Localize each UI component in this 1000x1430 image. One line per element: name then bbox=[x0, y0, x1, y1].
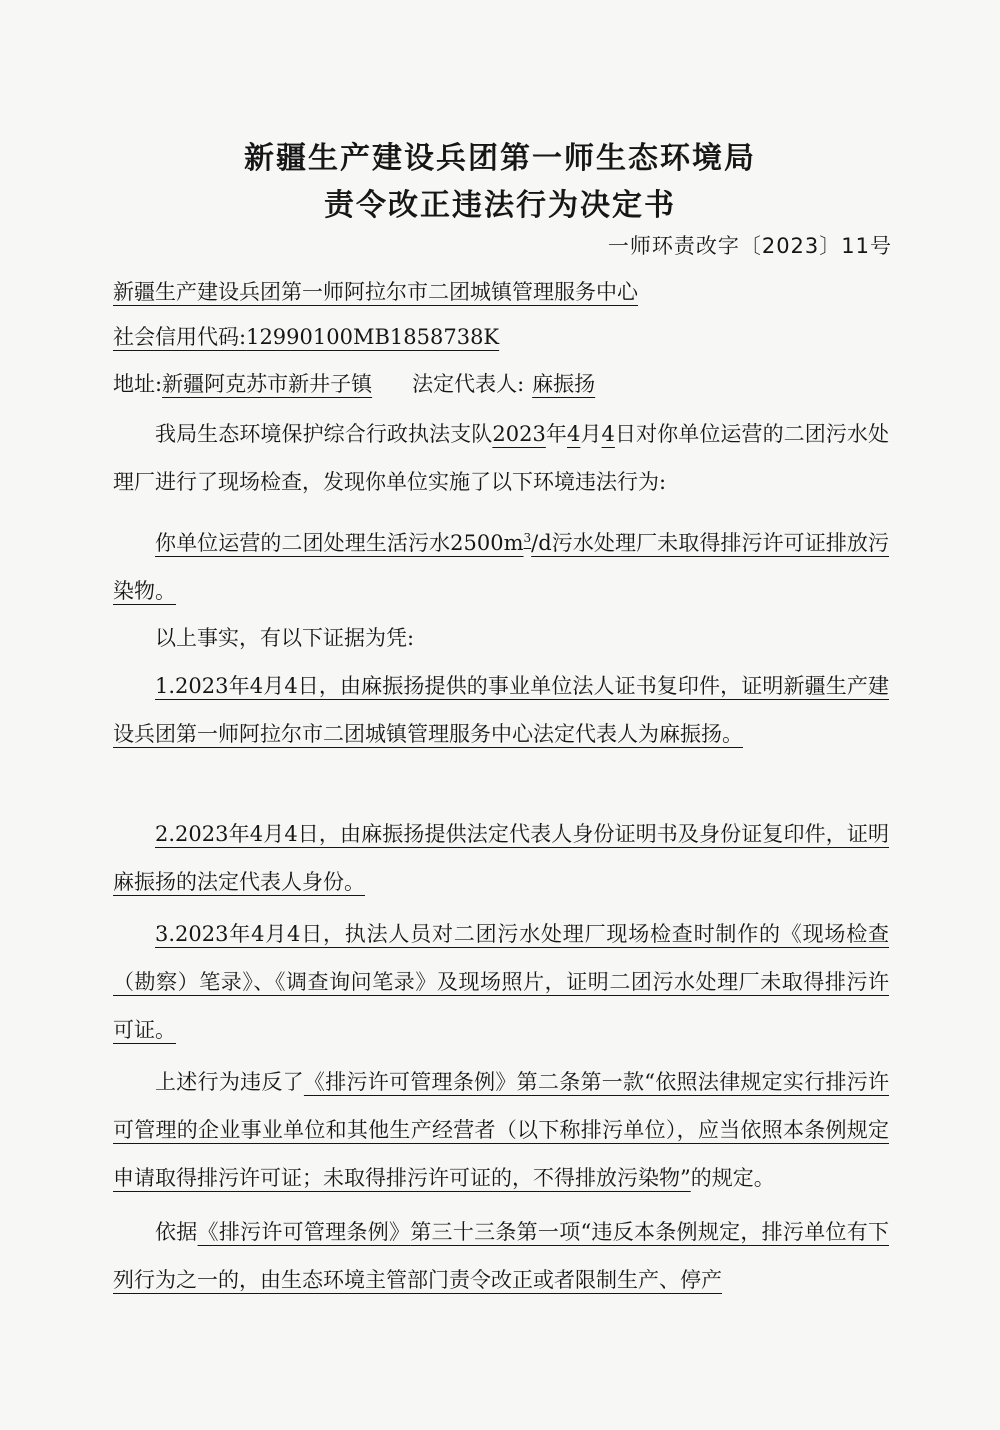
rep-label: 法定代表人: bbox=[412, 372, 525, 396]
penalty-basis-paragraph bbox=[113, 1208, 889, 1304]
penalty-basis-law: 《排污许可管理条例》 bbox=[197, 1220, 411, 1244]
intro-year-unit: 年 bbox=[545, 422, 567, 446]
evidence-item-2-text: 2.2023年4月4日，由麻振扬提供法定代表人身份证明书及身份证复印件，证明麻振扬的法定代表人身份。 bbox=[113, 822, 889, 894]
address-row bbox=[113, 369, 617, 399]
intro-month-unit: 月 bbox=[580, 422, 602, 446]
credit-code-label: 社会信用代码: bbox=[113, 325, 247, 349]
violation-basis-quote: 《排污许可管理条例》第二条第一款“依照法律规定实行排污许可管理的企业事业单位和其他生产经营者（以下称排污单位），应当依照本条例规定申请取得排污许可证；未取得排污许可证的，不得排放污染物” bbox=[113, 1070, 890, 1190]
violation-basis-paragraph bbox=[113, 1058, 889, 1202]
party-name: 新疆生产建设兵团第一师阿拉尔市二团城镇管理服务中心 bbox=[113, 280, 638, 304]
violation-text-1: 你单位运营的二团处理生活污水2500m bbox=[155, 531, 524, 555]
violation-unit-sup: 3 bbox=[523, 531, 532, 545]
evidence-item-1 bbox=[113, 662, 889, 758]
intro-month: 4 bbox=[566, 422, 581, 446]
violation-basis-tail: 的规定。 bbox=[690, 1166, 775, 1190]
credit-code-value: 12990100MB1858738K bbox=[246, 325, 500, 349]
evidence-item-3-text: 3.2023年4月4日，执法人员对二团污水处理厂现场检查时制作的《现场检查（勘察）笔录》、《调查询问笔录》及现场照片，证明二团污水处理厂未取得排污许可证。 bbox=[113, 922, 889, 1042]
document-number: 一师环责改字〔2023〕11号 bbox=[607, 234, 892, 258]
violation-text-2: /d污水处理厂未取得排污许可证排放污染物。 bbox=[113, 531, 889, 603]
evidence-item-3 bbox=[113, 910, 889, 1054]
evidence-intro: 以上事实，有以下证据为凭: bbox=[155, 626, 415, 650]
violation-basis-lead: 上述行为违反了 bbox=[155, 1070, 304, 1094]
intro-day: 4 bbox=[601, 422, 615, 446]
penalty-basis-rest: 第三十三条第一项“违反本条例规定，排污单位有下列行为之一的，由生态环境主管部门责令改正或者限制生产、停产 bbox=[113, 1220, 890, 1292]
rep-value: 麻振扬 bbox=[532, 372, 596, 396]
evidence-item-2 bbox=[113, 810, 889, 906]
document-title-line1: 新疆生产建设兵团第一师生态环境局 bbox=[244, 141, 756, 176]
intro-text-2: 日对你单位运营的二团污水处理厂进行了现场检查，发现你单位实施了以下环境违法行为: bbox=[113, 422, 890, 494]
credit-code-row bbox=[113, 322, 499, 352]
address-value: 新疆阿克苏市新井子镇 bbox=[162, 372, 373, 396]
intro-paragraph bbox=[113, 410, 889, 506]
penalty-basis-lead: 依据 bbox=[155, 1220, 198, 1244]
violation-paragraph bbox=[113, 514, 889, 615]
intro-text-1: 我局生态环境保护综合行政执法支队 bbox=[155, 422, 493, 446]
address-label: 地址: bbox=[113, 372, 163, 396]
document-title-line2: 责令改正违法行为决定书 bbox=[324, 188, 676, 223]
evidence-item-1-text: 1.2023年4月4日，由麻振扬提供的事业单位法人证书复印件，证明新疆生产建设兵团第一师阿拉尔市二团城镇管理服务中心法定代表人为麻振扬。 bbox=[113, 674, 889, 746]
intro-year: 2023 bbox=[492, 422, 546, 446]
